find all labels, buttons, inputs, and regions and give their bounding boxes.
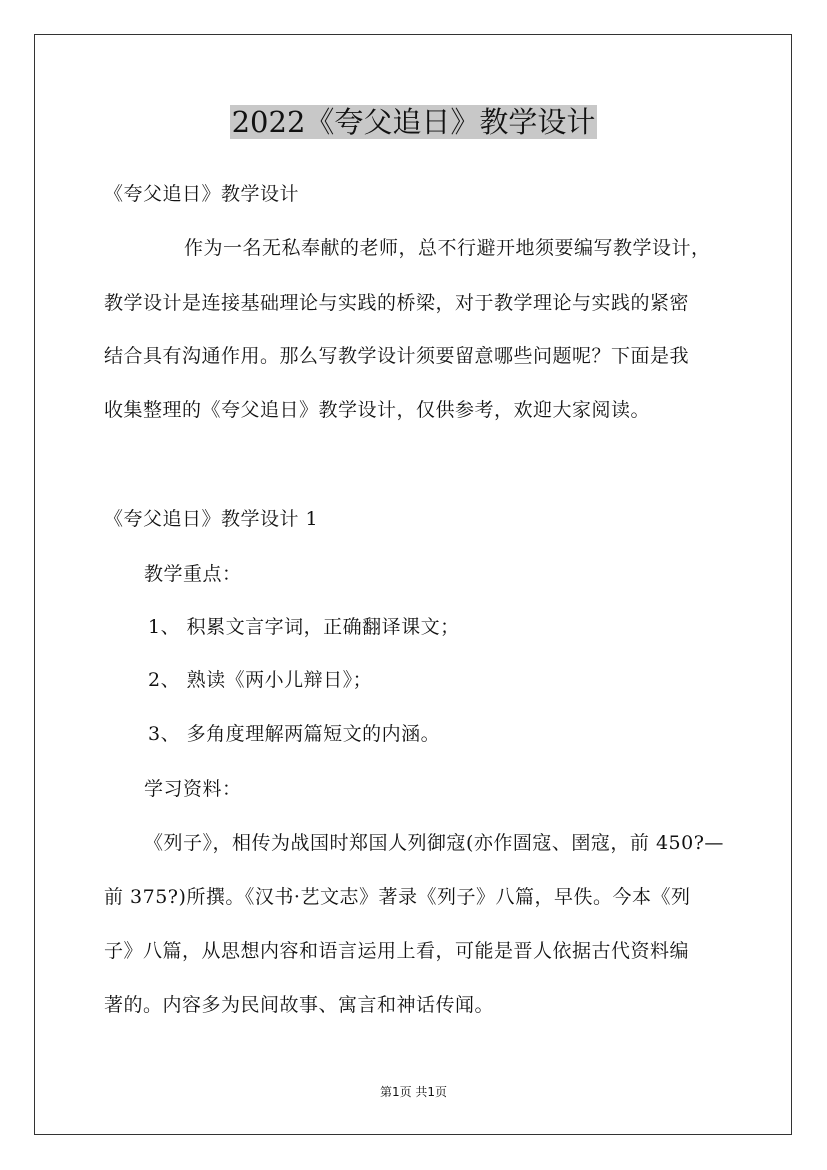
intro-line-4: 收集整理的《夸父追日》教学设计，仅供参考，欢迎大家阅读。 xyxy=(104,399,651,421)
key-point-item: 3、 多角度理解两篇短文的内涵。 xyxy=(148,723,441,745)
section-heading: 《夸父追日》教学设计 1 xyxy=(104,508,319,530)
intro-line-3: 结合具有沟通作用。那么写教学设计须要留意哪些问题呢？下面是我 xyxy=(104,345,690,367)
materials-line-4: 著的。内容多为民间故事、寓言和神话传闻。 xyxy=(104,994,495,1016)
page-number-footer: 第1页 共1页 xyxy=(379,1085,448,1099)
materials-label: 学习资料： xyxy=(144,778,242,800)
materials-line-3: 子》八篇，从思想内容和语言运用上看，可能是晋人依据古代资料编 xyxy=(104,940,690,962)
materials-line-2: 前 375?)所撰。《汉书·艺文志》著录《列子》八篇，早佚。今本《列 xyxy=(104,886,691,908)
document-title xyxy=(0,101,827,143)
key-point-item: 2、 熟读《两小儿辩日》； xyxy=(148,669,373,691)
document-subtitle: 《夸父追日》教学设计 xyxy=(104,183,300,205)
intro-line-2: 教学设计是连接基础理论与实践的桥梁，对于教学理论与实践的紧密 xyxy=(104,292,690,314)
materials-line-1: 《列子》，相传为战国时郑国人列御寇(亦作圄寇、圉寇，前 450?— xyxy=(144,832,724,854)
intro-line-1: 作为一名无私奉献的老师，总不行避开地须要编写教学设计， xyxy=(184,237,711,259)
key-point-item: 1、 积累文言字词，正确翻译课文； xyxy=(148,616,460,638)
document-title-text: 2022《夸父追日》教学设计 xyxy=(231,105,596,139)
key-points-label: 教学重点： xyxy=(144,563,242,585)
